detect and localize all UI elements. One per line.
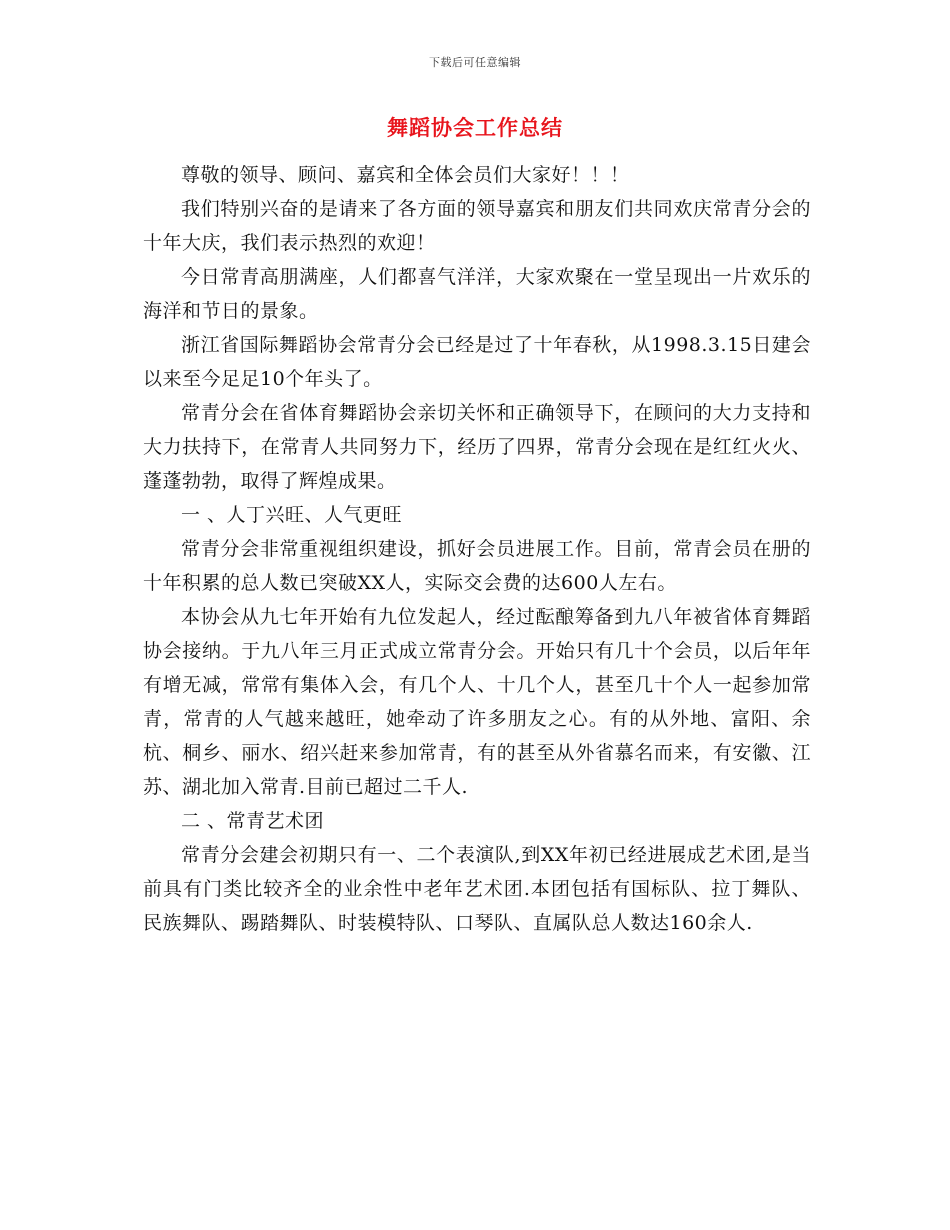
paragraph-atmosphere: 今日常青高朋满座，人们都喜气洋洋，大家欢聚在一堂呈现出一片欢乐的海洋和节日的景象。 xyxy=(143,266,811,322)
paragraph-achievements: 常青分会在省体育舞蹈协会亲切关怀和正确领导下，在顾问的大力支持和大力扶持下，在常青人共同努力下，经历了四界，常青分会现在是红红火火、蓬蓬勃勃，取得了辉煌成果。 xyxy=(143,402,811,492)
paragraph-greeting: 尊敬的领导、顾问、嘉宾和全体会员们大家好！！！ xyxy=(181,164,630,186)
paragraph-membership: 常青分会非常重视组织建设，抓好会员进展工作。目前，常青会员在册的十年积累的总人数已突破XX人，实际交会费的达600人左右。 xyxy=(143,538,811,594)
paragraph-history: 浙江省国际舞蹈协会常青分会已经是过了十年春秋，从1998.3.15日建会以来至今足足10个年头了。 xyxy=(143,334,811,390)
paragraph-founding: 本协会从九七年开始有九位发起人，经过酝酿筹备到九八年被省体育舞蹈协会接纳。于九八年三月正式成立常青分会。开始只有几十个会员，以后年年有增无减，常常有集体入会，有几个人、十几个人，甚至几十个人一起参加常青，常青的人气越来越旺，她牵动了许多朋友之心。有的从外地、富阳、余杭、桐乡、丽水、绍兴赶来参加常青，有的甚至从外省慕名而来，有安徽、江苏、湖北加入常青.目前已超过二千人. xyxy=(143,606,811,798)
section-heading-2: 二 、常青艺术团 xyxy=(181,810,325,832)
section-heading-1: 一 、人丁兴旺、人气更旺 xyxy=(181,504,403,526)
document-title: 舞蹈协会工作总结 xyxy=(387,116,563,140)
paragraph-art-troupe: 常青分会建会初期只有一、二个表演队,到XX年初已经进展成艺术团,是当前具有门类比较齐全的业余性中老年艺术团.本团包括有国标队、拉丁舞队、民族舞队、踢踏舞队、时装模特队、口琴队、直属队总人数达160余人. xyxy=(143,844,811,934)
paragraph-welcome: 我们特别兴奋的是请来了各方面的领导嘉宾和朋友们共同欢庆常青分会的十年大庆，我们表示热烈的欢迎！ xyxy=(143,198,811,254)
document-body xyxy=(143,158,811,940)
header-note: 下载后可任意编辑 xyxy=(429,56,521,69)
